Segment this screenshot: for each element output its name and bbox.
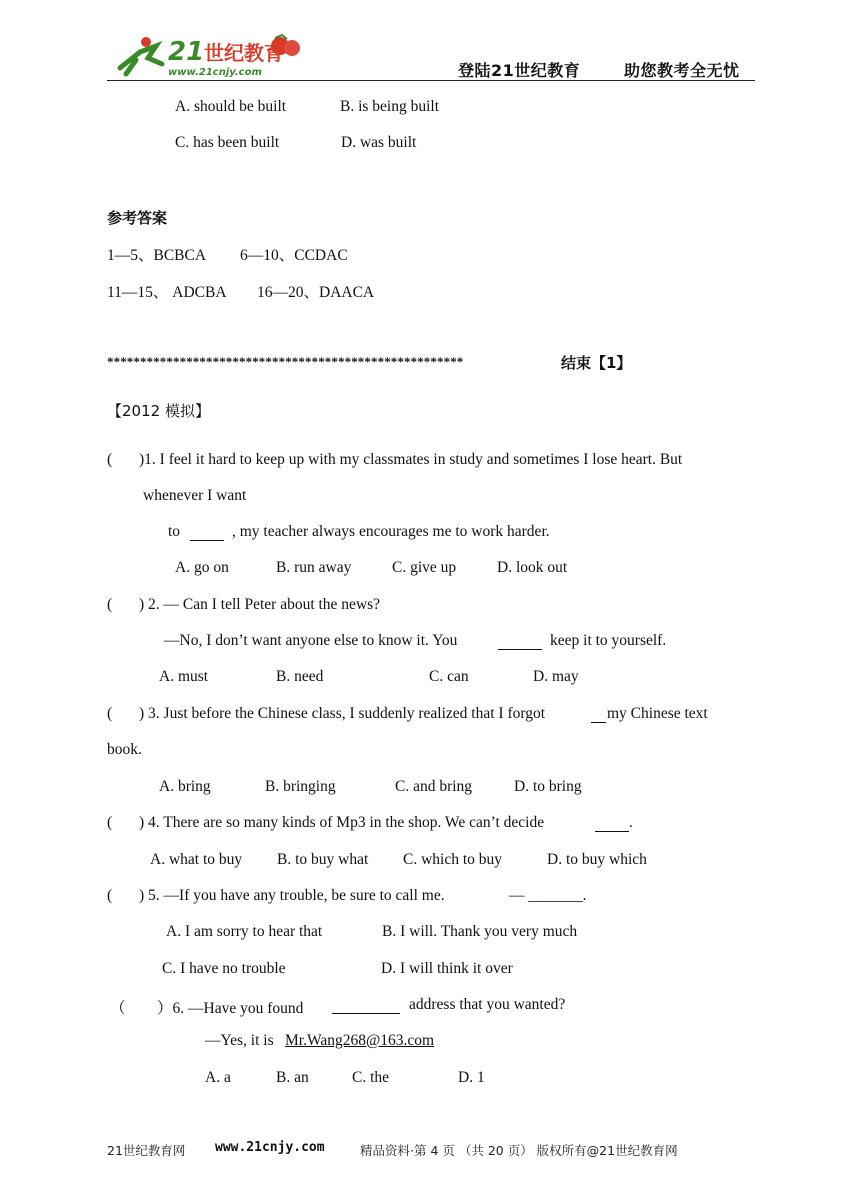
answers-title: 参考答案 [107, 209, 168, 227]
q4-option-b: B. to buy what [277, 851, 369, 868]
q5-paren: ( [107, 887, 113, 904]
footer-url[interactable]: www.21cnjy.com [215, 1140, 325, 1155]
q1-stem-line3-a: to [168, 523, 181, 540]
q3-stem-b: my Chinese text [607, 705, 708, 722]
q1-option-a: A. go on [175, 559, 229, 576]
q3-blank [591, 709, 606, 723]
q2-blank [498, 636, 542, 650]
q5-option-a: A. I am sorry to hear that [166, 923, 323, 940]
section-title: 【2012 模拟】 [107, 402, 210, 420]
logo-graphic [112, 30, 312, 80]
q1-option-c: C. give up [392, 559, 457, 576]
answers-row2-b: 16—20、DAACA [257, 284, 375, 301]
q3-option-b: B. bringing [265, 778, 336, 795]
divider-stars: ****************************************************** [107, 354, 464, 369]
q5-option-b: B. I will. Thank you very much [382, 923, 578, 940]
divider-end-label: 结束【1】 [561, 354, 632, 372]
q4-paren: ( [107, 814, 113, 831]
q1-stem-line2: whenever I want [143, 487, 247, 504]
answers-row1-a: 1—5、BCBCA [107, 247, 207, 264]
q1-stem-line3-b: , my teacher always encourages me to work harder. [232, 523, 550, 540]
site-logo[interactable] [112, 30, 312, 80]
q4-option-a: A. what to buy [150, 851, 243, 868]
q4-option-d: D. to buy which [547, 851, 647, 868]
q2-paren: ( [107, 596, 113, 613]
q1-option-b: B. run away [276, 559, 352, 576]
q2-option-a: A. must [159, 668, 209, 685]
q2-option-c: C. can [429, 668, 469, 685]
q1-paren: ( [107, 451, 113, 468]
q6-paren: （ [110, 1000, 126, 1017]
q2-stem-line2-b: keep it to yourself. [550, 632, 667, 649]
svg-text:世纪教育: 世纪教育 [204, 41, 284, 65]
q6-option-d: D. 1 [458, 1069, 485, 1086]
q2-option-d: D. may [533, 668, 579, 685]
header-divider [107, 80, 755, 81]
header-slogan-right: 助您教考全无忧 [624, 61, 740, 80]
q5-stem: ) 5. —If you have any trouble, be sure to call me. [139, 887, 445, 904]
q3-option-a: A. bring [159, 778, 211, 795]
header-slogan-left: 登陆21世纪教育 [458, 61, 581, 80]
q6-stem-a: ）6. —Have you found [157, 1000, 304, 1017]
svg-text:www.21cnjy.com: www.21cnjy.com [168, 67, 262, 78]
q6-stem-b: address that you wanted? [409, 996, 566, 1013]
q2-option-b: B. need [276, 668, 324, 685]
q6-option-b: B. an [276, 1069, 309, 1086]
q6-option-a: A. a [205, 1069, 231, 1086]
q4-stem-b: . [629, 814, 633, 831]
footer-site: 21世纪教育网 [107, 1143, 186, 1158]
answers-row1-b: 6—10、CCDAC [240, 247, 348, 264]
q6-option-c: C. the [352, 1069, 390, 1086]
prev-option-d: D. was built [341, 134, 417, 151]
q4-blank [595, 818, 629, 832]
q2-stem-line2-a: —No, I don’t want anyone else to know it. You [164, 632, 458, 649]
q5-option-c: C. I have no trouble [162, 960, 286, 977]
q6-blank [332, 1000, 400, 1014]
q4-stem-a: ) 4. There are so many kinds of Mp3 in the shop. We can’t decide [139, 814, 545, 831]
q1-option-d: D. look out [497, 559, 568, 576]
q4-option-c: C. which to buy [403, 851, 503, 868]
q1-blank [190, 527, 224, 541]
q3-option-d: D. to bring [514, 778, 582, 795]
q3-stem-line2: book. [107, 741, 142, 758]
q5-reply: — _______. [509, 887, 587, 904]
svg-text:21: 21 [168, 37, 205, 67]
q3-option-c: C. and bring [395, 778, 473, 795]
prev-option-b: B. is being built [340, 98, 440, 115]
prev-option-c: C. has been built [175, 134, 280, 151]
prev-option-a: A. should be built [175, 98, 287, 115]
footer-page-info: 精品资料·第 4 页 （共 20 页） 版权所有@21世纪教育网 [360, 1143, 678, 1158]
q3-stem-a: ) 3. Just before the Chinese class, I suddenly realized that I forgot [139, 705, 546, 722]
q3-paren: ( [107, 705, 113, 722]
q1-stem: )1. I feel it hard to keep up with my classmates in study and sometimes I lose heart. But [139, 451, 683, 468]
q6-email-link[interactable]: Mr.Wang268@163.com [285, 1032, 435, 1049]
q5-option-d: D. I will think it over [381, 960, 513, 977]
q6-reply-a: —Yes, it is [205, 1032, 274, 1049]
answers-row2-a: 11—15、 ADCBA [107, 284, 227, 301]
q2-stem: ) 2. — Can I tell Peter about the news? [139, 596, 381, 613]
